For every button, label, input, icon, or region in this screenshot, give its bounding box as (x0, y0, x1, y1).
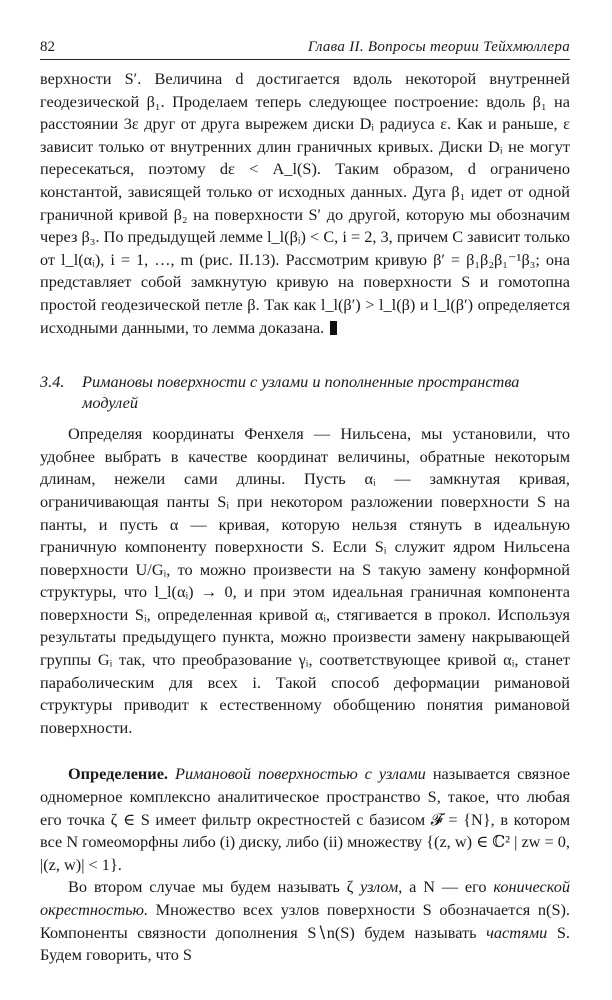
book-page (40, 38, 570, 967)
term-parts: частями (486, 922, 548, 942)
paragraph-proof-text: верхности S′. Величина d достигается вдоль некоторой внутренней геодезической β₁. Проделаем теперь следующее построение: вдоль β₁ на расстоянии 3ε друг от друга вырежем диски Dᵢ радиуса ε. Как и раньше, ε зависит только от внутренних длин граничных кривых. Диски Dᵢ не могут пересекаться, поэтому dε < A_l(S). Таким образом, d ограничено константой, зависящей только от исходных данных. Дуга β₁ идет от одной граничной кривой β₂ на поверхности S′ до другой, которую мы обозначим через β₃. По предыдущей лемме l_l(βᵢ) < C, i = 2, 3, причем C зависит только от l_l(αᵢ), i = 1, …, m (рис. II.13). Рассмотрим кривую β′ = β₁β₂β₁⁻¹β₃; она представляет собой замкнутую кривую на поверхности S и гомотопна простой геодезической петле β. Так как l_l(β′) > l_l(β) и l_l(β′) определяется исходными данными, то лемма доказана. (40, 69, 570, 337)
text-run: Множество всех узлов поверхности S обозначается n(S). Компоненты связности дополнения S∖n(S) будем называть (40, 900, 570, 942)
text-run: , а N — его (398, 877, 487, 897)
section-title: Римановы поверхности с узлами и пополненные пространства модулей (82, 372, 520, 413)
definition-text: называется связное одномерное комплексно аналитическое пространство S, такое, что любая его точка ζ ∈ S имеет фильтр окрестностей с базисом 𝓕 = {N}, в котором все N гомеоморфны либо (i) диску, либо (ii) множеству {(z, w) ∈ ℂ² | zw = 0, |(z, w)| < 1}. (40, 764, 570, 874)
paragraph-nodes (40, 876, 570, 966)
definition-term: Римановой поверхностью с узлами (175, 764, 426, 784)
running-title: Глава II. Вопросы теории Тейхмюллера (307, 39, 570, 55)
running-header (40, 38, 570, 60)
term-conic-neighborhood: конической окрестностью. (40, 877, 570, 919)
paragraph-definition (40, 763, 570, 876)
term-node: узлом (360, 877, 399, 897)
section-number: 3.4. (40, 372, 65, 392)
paragraph-intro: Определяя координаты Фенхеля — Нильсена, мы установили, что удобнее выбрать в качестве координат величины, обратные некоторым длинам, нежели сами длины. Пусть αᵢ — замкнутая кривая, ограничивающая панты Sᵢ при некотором разложении поверхности S на панты, и пусть α — кривая, которую нельзя стянуть в идеальную граничную компоненту поверхности S. Если Sᵢ служит ядром Нильсена поверхности U/Gᵢ, то можно произвести на S такую замену конформной структуры, что l_l(αᵢ) → 0, и при этом идеальная граничная компонента поверхности Sᵢ, определенная кривой αᵢ, стягивается в прокол. Используя результаты предыдущего пункта, можно произвести замену накрывающей группы Gᵢ так, что преобразование γᵢ, соответствующее кривой αᵢ, станет параболическим для всех i. Такой способ деформации римановой структуры приводит к естественному обобщению понятия римановой поверхности. (40, 424, 570, 737)
qed-square-icon (330, 321, 337, 335)
definition-label: Определение. (68, 764, 168, 784)
section-heading (40, 371, 570, 413)
text-run: S. Будем говорить, что S (40, 922, 571, 965)
page-number: 82 (40, 39, 55, 55)
paragraph-proof-end (40, 68, 570, 339)
text-run: Во втором случае мы будем называть ζ (68, 877, 354, 897)
